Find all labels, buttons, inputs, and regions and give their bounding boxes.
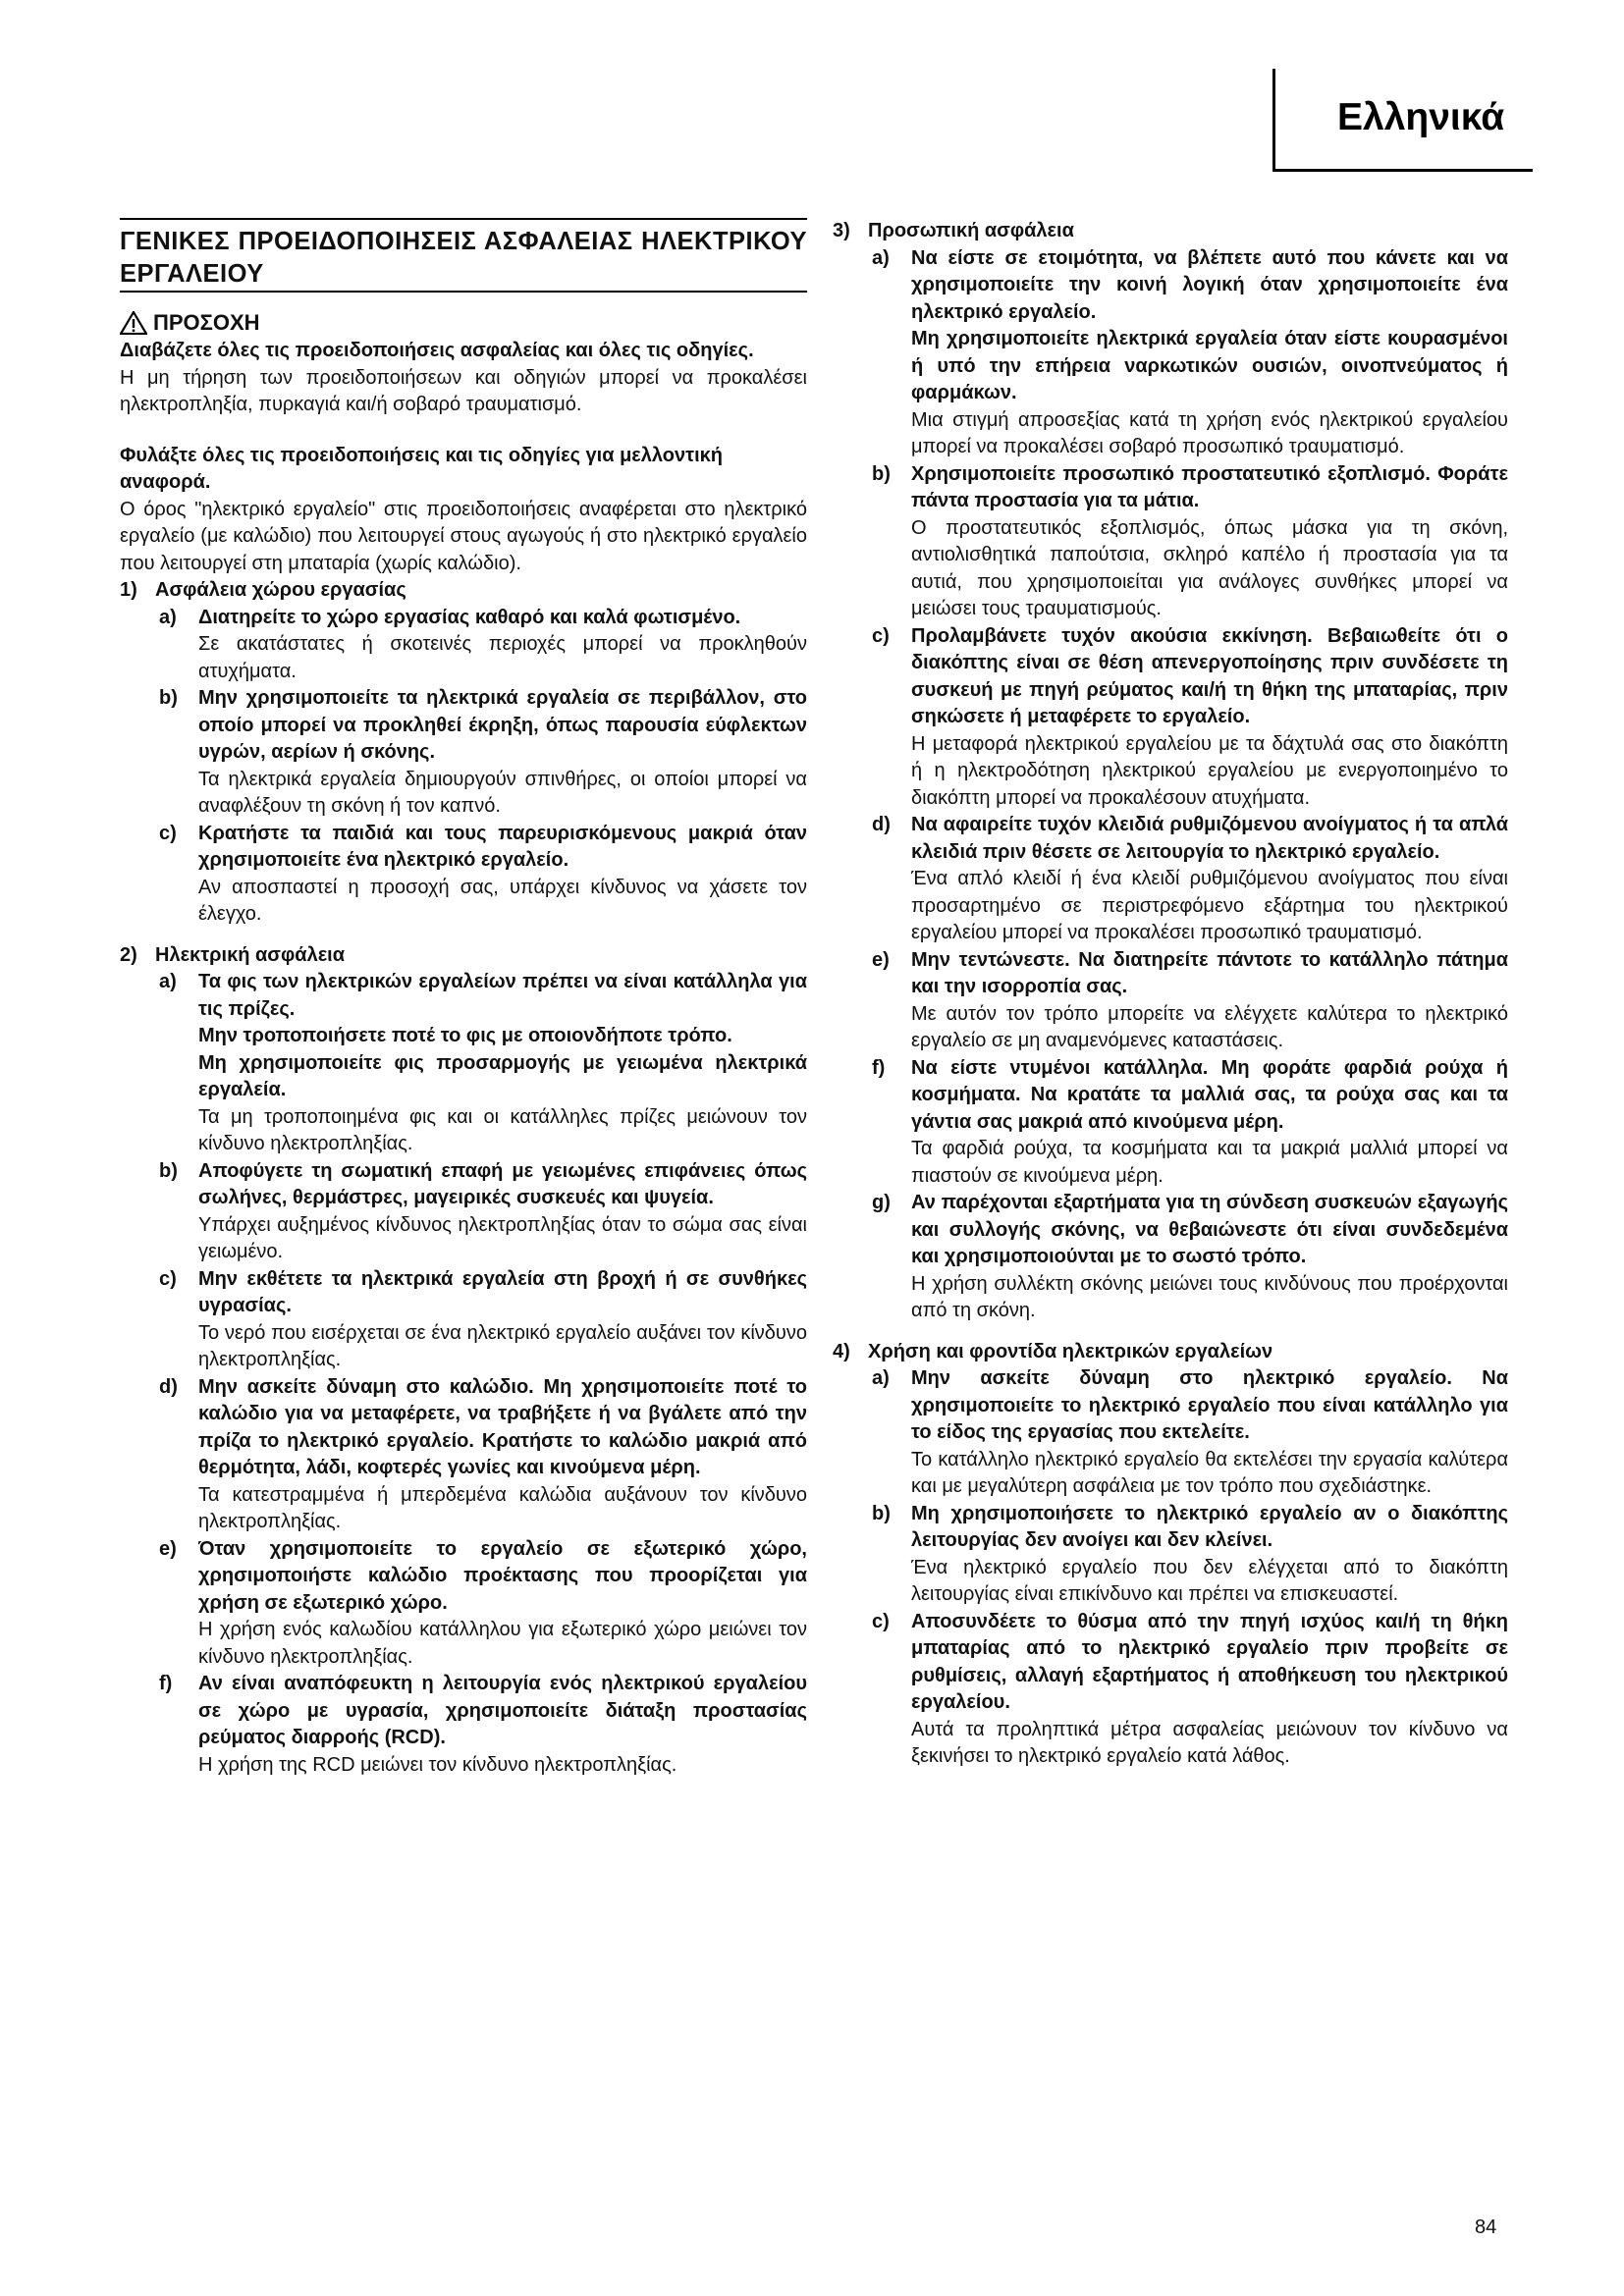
list-item: e) Μην τεντώνεστε. Να διατηρείτε πάντοτε το κατάλληλο πάτημα και την ισορροπία σας. Με αυτόν τον τρόπο μπορείτε να ελέγχετε καλύτερα το ηλεκτρικό εργαλείο σε μη αναμενόμενες καταστάσεις. bbox=[872, 948, 1508, 1051]
warning-triangle-icon bbox=[120, 311, 147, 335]
list-item: a) Διατηρείτε το χώρο εργασίας καθαρό και καλά φωτισμένο. Σε ακατάστατες ή σκοτεινές περιοχές μπορεί να προκληθούν ατυχήματα. bbox=[159, 606, 807, 682]
list-item: d) Να αφαιρείτε τυχόν κλειδιά ρυθμιζόμενου ανοίγματος ή τα απλά κλειδιά πριν θέσετε σε λειτουργία το ηλεκτρικό εργαλείο. Ένα απλό κλειδί ή ένα κλειδί ρυθμιζόμενου ανοίγματος που είναι προσαρτημένο σε περιστρεφόμενο εξάρτημα του ηλεκτρικού εργαλείου μπορεί να προκαλέσει προσωπικό τραυματισμό. bbox=[872, 814, 1508, 943]
page-number: 84 bbox=[1475, 2216, 1497, 2238]
list-item: c) Αποσυνδέετε το θύσμα από την πηγή ισχύος και/ή τη θήκη μπαταρίας από το ηλεκτρικό εργαλείο πριν προβείτε σε ρυθμίσεις, αλλαγή εξαρτήματος ή αποθήκευση του ηλεκτρικού εργαλείου. Αυτά τα προληπτικά μέτρα ασφαλείας μειώνουν τον κίνδυνο να ξεκινήσει το ηλεκτρικό εργαλείο κατά λάθος. bbox=[872, 1610, 1508, 1767]
section-4-title: 4) Χρήση και φροντίδα ηλεκτρικών εργαλείων bbox=[833, 1340, 1273, 1362]
list-item: d) Μην ασκείτε δύναμη στο καλώδιο. Μη χρησιμοποιείτε ποτέ το καλώδιο για να μεταφέρετε, να τραβήξετε ή να βγάλετε από την πρίζα το ηλεκτρικό εργαλείο. Κρατήστε το καλώδιο μακριά από θερμότητα, λάδι, κοφτερές γωνίες και κινούμενα μέρη. Τα κατεστραμμένα ή μπερδεμένα καλώδια αυξάνουν τον κίνδυνο ηλεκτροπληξίας. bbox=[159, 1375, 807, 1532]
caution-label: ΠΡΟΣΟΧΗ bbox=[153, 310, 260, 335]
list-item: b) Αποφύγετε τη σωματική επαφή με γειωμένες επιφάνειες όπως σωλήνες, θερμάστρες, μαγειρικές συσκευές και ψυγεία. Υπάρχει αυξημένος κίνδυνος ηλεκτροπληξίας όταν το σώμα σας είναι γειωμένο. bbox=[159, 1159, 807, 1262]
list-item: c) Κρατήστε τα παιδιά και τους παρευρισκόμενους μακριά όταν χρησιμοποιείτε ένα ηλεκτρικό εργαλείο. Αν αποσπαστεί η προσοχή σας, υπάρχει κίνδυνος να χάσετε τον έλεγχο. bbox=[159, 822, 807, 925]
list-item: f) Αν είναι αναπόφευκτη η λειτουργία ενός ηλεκτρικού εργαλείου σε χώρο με υγρασία, χρησιμοποιείτε διάταξη προστασίας ρεύματος διαρροής (RCD). Η χρήση της RCD μειώνει τον κίνδυνο ηλεκτροπληξίας. bbox=[159, 1673, 807, 1776]
caution-title bbox=[120, 308, 807, 338]
list-item: a) Τα φις των ηλεκτρικών εργαλείων πρέπει να είναι κατάλληλα για τις πρίζες. Μην τροποποιήσετε ποτέ το φις με οποιονδήποτε τρόπο. Μη χρησιμοποιείτε φις προσαρμογής με γειωμένα ηλεκτρικά εργαλεία. Τα μη τροποποιημένα φις και οι κατάλληλες πρίζες μειώνουν τον κίνδυνο ηλεκτροπληξίας. bbox=[159, 971, 807, 1154]
keep-instructions-bold: Φυλάξτε όλες τις προειδοποιήσεις και τις οδηγίες για μελλοντική αναφορά. bbox=[120, 444, 723, 493]
keep-instructions-text: Ο όρος "ηλεκτρικό εργαλείο" στις προειδοποιήσεις αναφέρεται στο ηλεκτρικό εργαλείο (με καλώδιο) που λειτουργεί στους αγωγούς ή στο ηλεκτρικό εργαλείο που λειτουργεί στη μπαταρία (χωρίς καλώδιο). bbox=[120, 498, 807, 574]
language-tab-label: Ελληνικά bbox=[1337, 96, 1505, 138]
right-column bbox=[833, 218, 1508, 1771]
list-item: c) Προλαμβάνετε τυχόν ακούσια εκκίνηση. Βεβαιωθείτε ότι ο διακόπτης είναι σε θέση απενεργοποίησης πριν συνδέσετε τη συσκευή με πηγή ρεύματος και/ή τη θήκη της μπαταρίας, πριν σηκώσετε ή μεταφέρετε το εργαλείο. Η μεταφορά ηλεκτρικού εργαλείου με τα δάχτυλά σας στο διακόπτη ή η ηλεκτροδότηση ηλεκτρικού εργαλείου με ενεργοποιημένο το διακόπτη μπορεί να προκαλέσουν ατυχήματα. bbox=[872, 624, 1508, 809]
list-item: g) Αν παρέχονται εξαρτήματα για τη σύνδεση συσκευών εξαγωγής και συλλογής σκόνης, να θεβαιώνεστε ότι είναι συνδεδεμένα και χρησιμοποιούνται με το σωστό τρόπο. Η χρήση συλλέκτη σκόνης μειώνει τους κινδύνους που προέρχονται από τη σκόνη. bbox=[872, 1192, 1508, 1321]
list-item: a) Μην ασκείτε δύναμη στο ηλεκτρικό εργαλείο. Να χρησιμοποιείτε το ηλεκτρικό εργαλείο που είναι κατάλληλο για το είδος της εργασίας που εκτελείτε. Το κατάλληλο ηλεκτρικό εργαλείο θα εκτελέσει την εργασία καλύτερα και με μεγαλύτερη ασφάλεια με τον τρόπο που σχεδιάστηκε. bbox=[872, 1367, 1508, 1497]
caution-text: Η μη τήρηση των προειδοποιήσεων και οδηγιών μπορεί να προκαλέσει ηλεκτροπληξία, πυρκαγιά και/ή σοβαρό τραυματισμό. bbox=[120, 366, 807, 415]
list-item: c) Μην εκθέτετε τα ηλεκτρικά εργαλεία στη βροχή ή σε συνθήκες υγρασίας. Το νερό που εισέρχεται σε ένα ηλεκτρικό εργαλείο αυξάνει τον κίνδυνο ηλεκτροπληξίας. bbox=[159, 1267, 807, 1370]
list-item: b) Μην χρησιμοποιείτε τα ηλεκτρικά εργαλεία σε περιβάλλον, στο οποίο μπορεί να προκληθεί έκρηξη, όπως παρουσία εύφλεκτων υγρών, αερίων ή σκόνης. Τα ηλεκτρικά εργαλεία δημιουργούν σπινθήρες, οι οποίοι μπορεί να αναφλέξουν τη σκόνη ή τον καπνό. bbox=[159, 687, 807, 817]
list-item: e) Όταν χρησιμοποιείτε το εργαλείο σε εξωτερικό χώρο, χρησιμοποιήστε καλώδιο προέκτασης που προορίζεται για χρήση σε εξωτερικό χώρο. Η χρήση ενός καλωδίου κατάλληλου για εξωτερικό χώρο μειώνει τον κίνδυνο ηλεκτροπληξίας. bbox=[159, 1537, 807, 1668]
caution-bold-text: Διαβάζετε όλες τις προειδοποιήσεις ασφαλείας και όλες τις οδηγίες. bbox=[120, 340, 754, 361]
section-heading: ΓΕΝΙΚΕΣ ΠΡΟΕΙΔΟΠΟΙΗΣΕΙΣ ΑΣΦΑΛΕΙΑΣ ΗΛΕΚΤΡΙΚΟΥ ΕΡΓΑΛΕΙΟΥ bbox=[120, 218, 807, 293]
list-item: a) Να είστε σε ετοιμότητα, να βλέπετε αυτό που κάνετε και να χρησιμοποιείτε την κοινή λογική όταν χρησιμοποιείτε ένα ηλεκτρικό εργαλείο. Μη χρησιμοποιείτε ηλεκτρικά εργαλεία όταν είστε κουρασμένοι ή υπό την επήρεια ναρκωτικών ουσιών, οινοπνεύματος ή φαρμάκων. Μια στιγμή απροσεξίας κατά τη χρήση ενός ηλεκτρικού εργαλείου μπορεί να προκαλέσει σοβαρό προσωπικό τραυματισμό. bbox=[872, 246, 1508, 457]
list-item: b) Χρησιμοποιείτε προσωπικό προστατευτικό εξοπλισμό. Φοράτε πάντα προστασία για τα μάτια. Ο προστατευτικός εξοπλισμός, όπως μάσκα για τη σκόνη, αντιολισθητικά παπούτσια, σκληρό καπέλο ή προστασία για τα αυτιά, που χρησιμοποιείται για ανάλογες συνθήκες μπορεί να μειώσει τους τραυματισμούς. bbox=[872, 462, 1508, 619]
section-1-title: 1) Ασφάλεια χώρου εργασίας bbox=[120, 579, 406, 601]
list-item: f) Να είστε ντυμένοι κατάλληλα. Μη φοράτε φαρδιά ρούχα ή κοσμήματα. Να κρατάτε τα μαλλιά σας, τα ρούχα σας και τα γάντια σας μακριά από κινούμενα μέρη. Τα φαρδιά ρούχα, τα κοσμήματα και τα μακριά μαλλιά μπορεί να πιαστούν σε κινούμενα μέρη. bbox=[872, 1056, 1508, 1187]
list-item: b) Μη χρησιμοποιήσετε το ηλεκτρικό εργαλείο αν ο διακόπτης λειτουργίας δεν ανοίγει και δεν κλείνει. Ένα ηλεκτρικό εργαλείο που δεν ελέγχεται από το διακόπτη λειτουργίας είναι επικίνδυνο και πρέπει να επισκευαστεί. bbox=[872, 1502, 1508, 1605]
section-2-title: 2) Ηλεκτρική ασφάλεια bbox=[120, 943, 346, 966]
left-column bbox=[120, 218, 807, 1779]
section-3-title: 3) Προσωπική ασφάλεια bbox=[833, 220, 1074, 241]
